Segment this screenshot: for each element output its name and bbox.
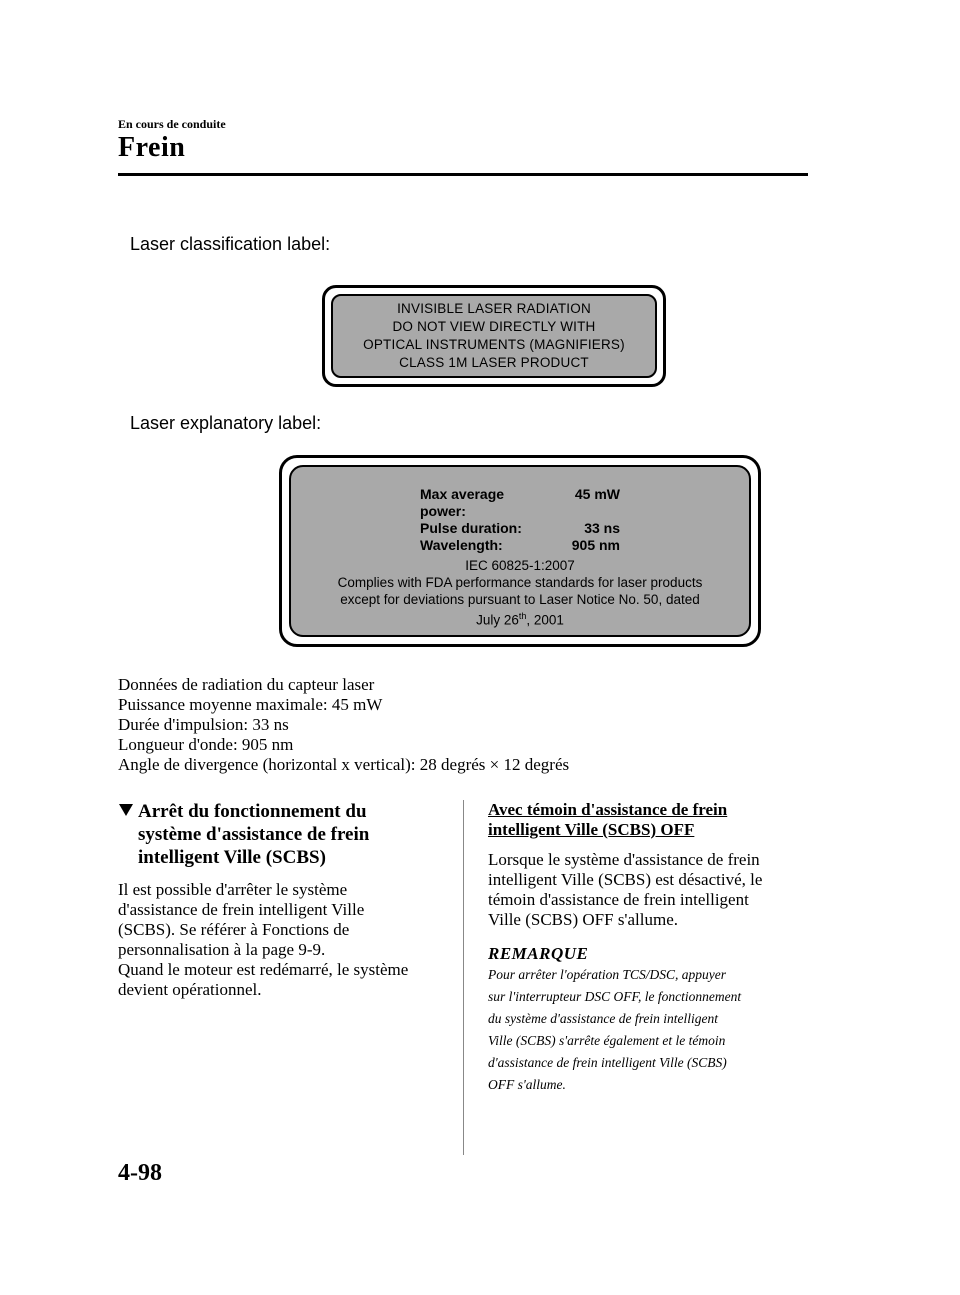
subsection-paragraph <box>488 850 808 930</box>
radiation-line: Angle de divergence (horizontal x vertical): 28 degrés × 12 degrés <box>118 755 570 774</box>
paragraph-line: Ville (SCBS) OFF s'allume. <box>488 910 679 929</box>
column-divider <box>463 800 464 1155</box>
remark-body <box>488 964 808 1096</box>
paragraph-line: devient opérationnel. <box>118 980 262 999</box>
section-label: En cours de conduite <box>118 117 226 131</box>
heading-line <box>118 800 369 823</box>
spec-row <box>420 520 620 537</box>
compliance-line: except for deviations pursuant to Laser Notice No. 50, dated <box>340 592 700 607</box>
compliance-text <box>291 557 749 629</box>
subheading-line: Avec témoin d'assistance de frein <box>488 800 728 819</box>
spec-value: 33 ns <box>584 520 620 536</box>
radiation-line: Longueur d'onde: 905 nm <box>118 735 294 754</box>
spec-key: Wavelength: <box>420 537 503 553</box>
date-prefix: July 26 <box>476 612 519 628</box>
radiation-line: Puissance moyenne maximale: 45 mW <box>118 695 383 714</box>
laser-explanatory-label <box>279 455 761 647</box>
paragraph-line: Lorsque le système d'assistance de frein <box>488 850 760 869</box>
section-paragraph <box>118 880 448 1000</box>
page-title: Frein <box>118 132 186 163</box>
title-rule <box>118 173 808 176</box>
paragraph-line: personnalisation à la page 9-9. <box>118 940 326 959</box>
explanatory-label-caption: Laser explanatory label: <box>130 413 322 433</box>
laser-classification-label <box>322 285 666 387</box>
heading-line: intelligent Ville (SCBS) <box>138 847 326 868</box>
subsection-heading <box>488 800 808 840</box>
explanatory-label-panel <box>289 465 751 637</box>
paragraph-line: Quand le moteur est redémarré, le système <box>118 960 409 979</box>
heading-text: Arrêt du fonctionnement du <box>138 801 367 822</box>
remark-line: sur l'interrupteur DSC OFF, le fonctionnement <box>488 989 742 1004</box>
date-superscript: th <box>518 611 527 621</box>
section-heading <box>118 800 369 869</box>
remark-line: du système d'assistance de frein intelligent <box>488 1011 718 1026</box>
paragraph-line: témoin d'assistance de frein intelligent <box>488 890 749 909</box>
subheading-line: intelligent Ville (SCBS) OFF <box>488 820 695 839</box>
remark-line: OFF s'allume. <box>488 1077 566 1092</box>
paragraph-line: (SCBS). Se référer à Fonctions de <box>118 920 350 939</box>
radiation-line: Durée d'impulsion: 33 ns <box>118 715 289 734</box>
iec-standard: IEC 60825-1:2007 <box>465 558 575 573</box>
classification-line: OPTICAL INSTRUMENTS (MAGNIFIERS) <box>363 337 625 352</box>
paragraph-line: Il est possible d'arrêter le système <box>118 880 348 899</box>
heading-line: système d'assistance de frein <box>138 824 370 845</box>
spec-row <box>420 486 620 520</box>
compliance-date <box>291 608 749 629</box>
spec-key: Max average power: <box>420 486 505 519</box>
spec-key: Pulse duration: <box>420 520 522 536</box>
paragraph-line: intelligent Ville (SCBS) est désactivé, le <box>488 870 763 889</box>
date-suffix: , 2001 <box>526 612 564 628</box>
radiation-line: Données de radiation du capteur laser <box>118 675 375 694</box>
classification-label-caption: Laser classification label: <box>130 234 331 254</box>
remark-line: Ville (SCBS) s'arrête également et le témoin <box>488 1033 726 1048</box>
triangle-bullet-icon <box>118 800 138 823</box>
classification-label-panel <box>331 294 657 378</box>
remark-title: REMARQUE <box>488 944 589 963</box>
classification-line: INVISIBLE LASER RADIATION <box>397 301 591 316</box>
remark-line: Pour arrêter l'opération TCS/DSC, appuyer <box>488 967 727 982</box>
spec-value: 905 nm <box>571 537 620 553</box>
radiation-data <box>118 675 569 775</box>
remark-line: d'assistance de frein intelligent Ville (SCBS) <box>488 1055 727 1070</box>
compliance-line: Complies with FDA performance standards for laser products <box>337 575 703 590</box>
spec-row <box>420 537 620 554</box>
spec-table <box>420 486 620 554</box>
paragraph-line: d'assistance de frein intelligent Ville <box>118 900 365 919</box>
classification-line: CLASS 1M LASER PRODUCT <box>399 355 589 370</box>
classification-line: DO NOT VIEW DIRECTLY WITH <box>392 319 596 334</box>
spec-value: 45 mW <box>574 486 620 502</box>
page-number: 4-98 <box>118 1160 162 1186</box>
